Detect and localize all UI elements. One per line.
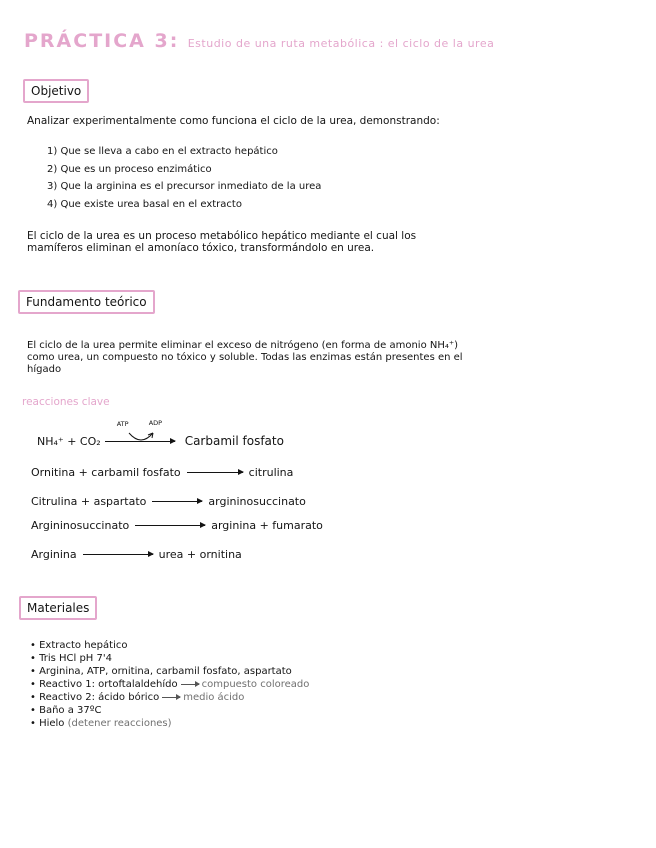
fundamento-text: [27, 340, 463, 376]
practice-subtitle: Estudio de una ruta metabólica : el ciclo de la urea: [187, 37, 495, 50]
reaction-row: [37, 419, 284, 448]
arrow-icon: [135, 525, 205, 526]
objetivo-list: [47, 143, 321, 213]
arrow-icon: [83, 554, 153, 555]
objetivo-summary-line: mamíferos eliminan el amoníaco tóxico, transformándolo en urea.: [27, 242, 375, 254]
reaction-products: citrulina: [248, 466, 294, 479]
list-item: • Hielo (detener reacciones): [30, 718, 172, 729]
reaction-row: [31, 548, 242, 561]
arrow-icon: [152, 501, 202, 502]
reacciones-heading: reacciones clave: [22, 396, 110, 408]
list-item: • Reactivo 1: ortoftalaldehído compuesto coloreado: [30, 679, 310, 690]
objetivo-summary-line: El ciclo de la urea es un proceso metabólico hepático mediante el cual los: [27, 230, 417, 242]
list-item: • Arginina, ATP, ornitina, carbamil fosfato, aspartato: [30, 666, 292, 677]
objetivo-point: 3) Que la arginina es el precursor inmediato de la urea: [47, 181, 322, 192]
objetivo-point: 1) Que se lleva a cabo en el extracto hepático: [47, 146, 278, 157]
material-name: Reactivo 2: ácido bórico: [39, 692, 160, 703]
cofactor-in: ATP: [116, 420, 129, 428]
list-item: • Reactivo 2: ácido bórico medio ácido: [30, 692, 245, 703]
title-colon: :: [169, 30, 180, 52]
fundamento-line: como urea, un compuesto no tóxico y soluble. Todas las enzimas están presentes en el: [27, 352, 463, 363]
objetivo-summary: [27, 230, 416, 254]
material-note: (detener reacciones): [67, 718, 172, 729]
objetivo-point: 4) Que existe urea basal en el extracto: [47, 198, 242, 210]
reaction-reactants: Ornitina + carbamil fosfato: [31, 466, 181, 479]
reaction-products: arginina + fumarato: [211, 519, 323, 532]
page-title: [24, 30, 494, 52]
material-note: compuesto coloreado: [201, 679, 310, 690]
cofactor-out: ADP: [148, 419, 163, 427]
material-name: Tris HCl pH 7'4: [39, 653, 112, 664]
reaction-arrow-with-cofactors: [105, 419, 181, 447]
arrow-icon: [181, 684, 199, 685]
section-heading-objetivo: Objetivo: [23, 79, 89, 103]
reaction-reactants: Arginina: [31, 548, 77, 561]
arrow-icon: [162, 697, 180, 698]
reaction-row: [31, 495, 306, 508]
section-heading-materiales: Materiales: [19, 596, 97, 620]
material-note: medio ácido: [183, 692, 245, 703]
list-item: • Baño a 37ºC: [30, 705, 102, 716]
practice-label: PRÁCTICA 3: [24, 30, 170, 52]
list-item: • Tris HCl pH 7'4: [30, 653, 112, 664]
material-name: Extracto hepático: [39, 640, 128, 651]
reaction-reactants: NH₄⁺ + CO₂: [37, 434, 101, 448]
material-name: Reactivo 1: ortoftalaldehído: [39, 679, 178, 690]
material-name: Arginina, ATP, ornitina, carbamil fosfato, aspartato: [39, 666, 292, 677]
list-item: • Extracto hepático: [30, 640, 128, 651]
arrow-icon: [187, 472, 243, 473]
fundamento-line: hígado: [27, 364, 62, 375]
reaction-reactants: Citrulina + aspartato: [31, 495, 147, 508]
reaction-products: Carbamil fosfato: [184, 434, 284, 448]
reaction-products: argininosuccinato: [208, 495, 306, 508]
reaction-row: [31, 466, 293, 479]
reaction-reactants: Argininosuccinato: [31, 519, 130, 532]
material-name: Baño a 37ºC: [39, 705, 102, 716]
reaction-products: urea + ornitina: [158, 548, 242, 561]
objetivo-point: 2) Que es un proceso enzimático: [47, 163, 212, 175]
materiales-list: [30, 639, 309, 730]
section-heading-fundamento: Fundamento teórico: [18, 290, 155, 314]
cofactor-curve-icon: [127, 431, 155, 443]
reaction-row: [31, 519, 323, 532]
objetivo-intro: Analizar experimentalmente como funciona el ciclo de la urea, demonstrando:: [27, 115, 440, 127]
fundamento-line: El ciclo de la urea permite eliminar el exceso de nitrógeno (en forma de amonio NH₄⁺): [27, 340, 459, 351]
material-name: Hielo: [39, 718, 65, 729]
